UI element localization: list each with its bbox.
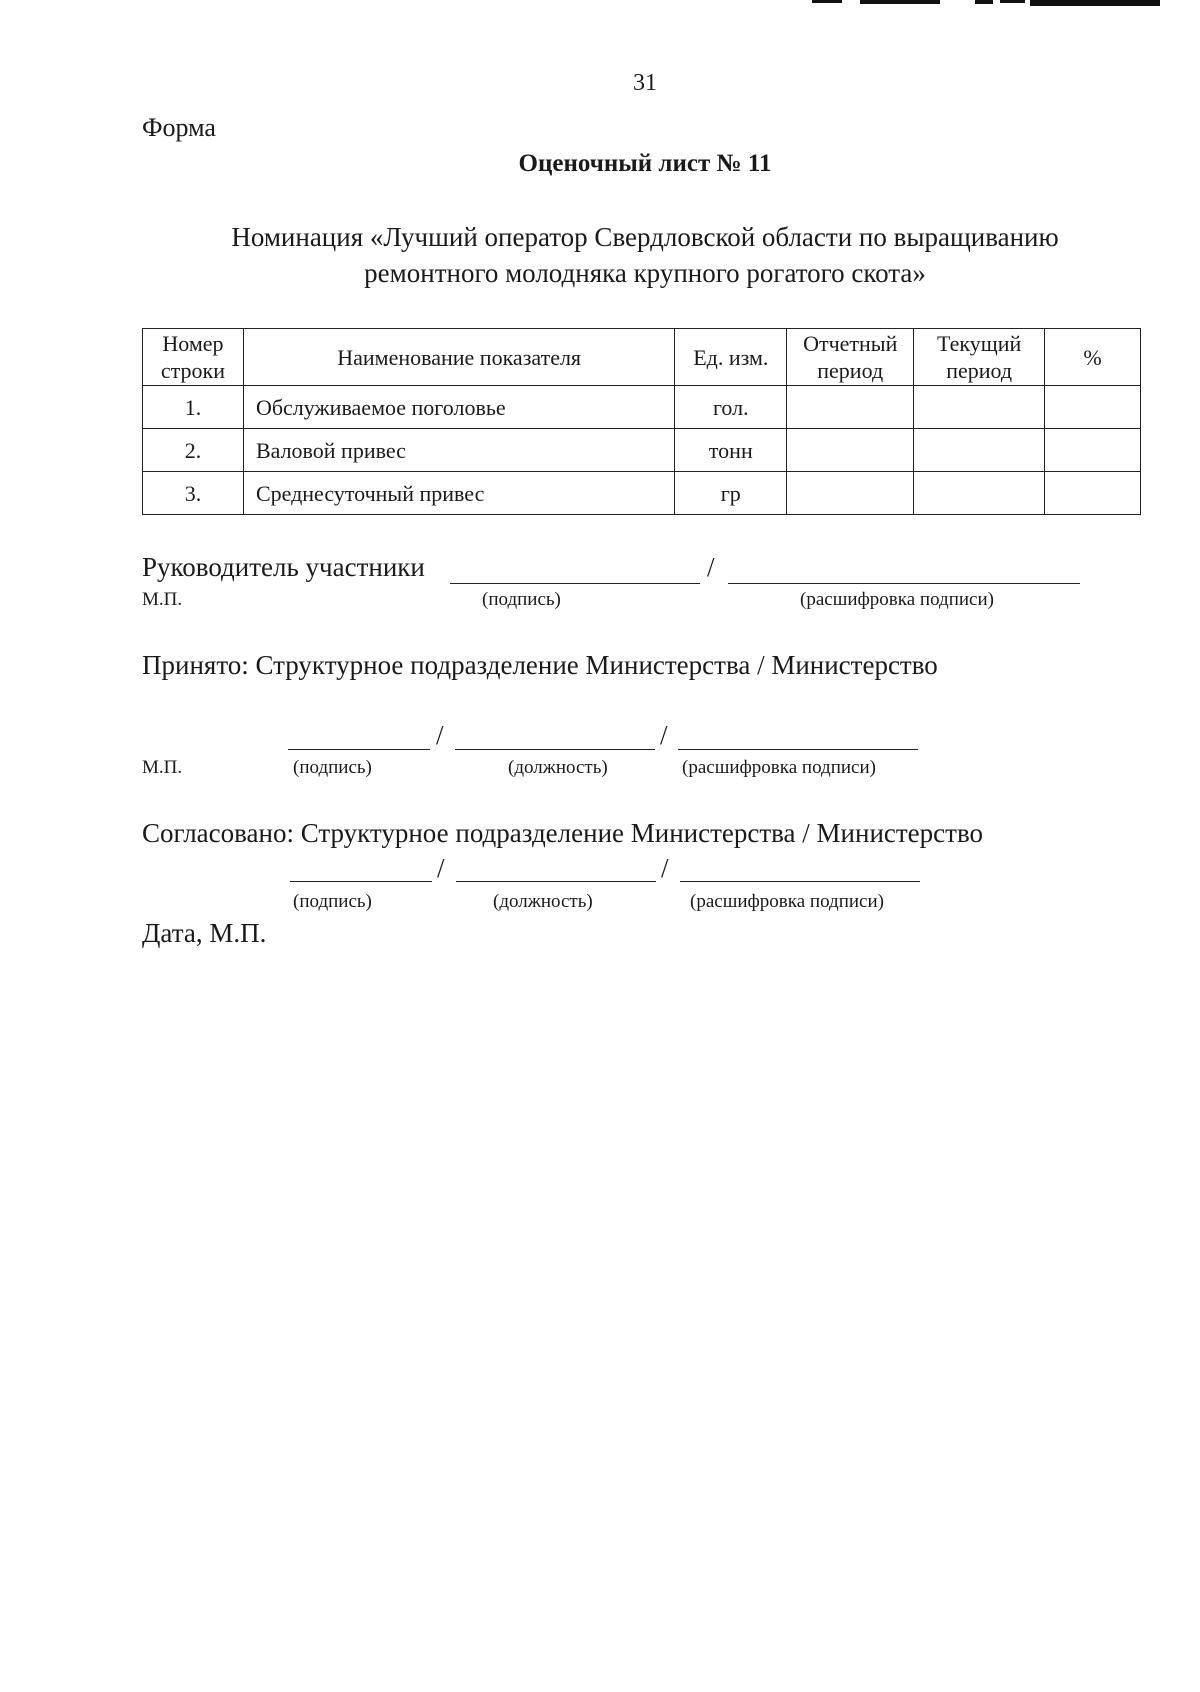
nomination-line-1: Номинация «Лучший оператор Свердловской области по выращиванию [231,222,1059,252]
unit-cell: тонн [675,429,787,472]
table-row [143,429,1141,472]
agreed-signature-caption: (подпись) [293,891,372,912]
accepted-decoding-caption: (расшифровка подписи) [682,757,876,778]
manager-decoding-line[interactable] [728,583,1080,584]
current-period-cell[interactable] [914,472,1045,515]
table-row [143,386,1141,429]
evaluation-table [142,328,1141,515]
accepted-stamp: М.П. [142,757,183,778]
accepted-position-line[interactable] [455,749,655,750]
header-row-number [143,329,244,386]
agreed-position-line[interactable] [456,881,656,882]
reporting-period-cell[interactable] [787,386,914,429]
scan-artifact [1000,0,1025,3]
header-indicator-name: Наименование показателя [243,329,674,386]
header-reporting-period-line2: период [817,358,884,383]
page-number: 31 [633,70,657,96]
manager-signature-caption: (подпись) [482,589,561,610]
header-unit: Ед. изм. [675,329,787,386]
date-stamp-label: Дата, М.П. [142,918,267,948]
manager-decoding-caption: (расшифровка подписи) [800,589,994,610]
indicator-name-cell: Валовой привес [243,429,674,472]
agreed-separator-2: / [661,853,669,883]
accepted-decoding-line[interactable] [678,749,918,750]
form-label: Форма [142,113,216,142]
indicator-name-cell: Обслуживаемое поголовье [243,386,674,429]
reporting-period-cell[interactable] [787,472,914,515]
agreed-position-caption: (должность) [493,891,593,912]
accepted-separator-1: / [436,720,444,750]
current-period-cell[interactable] [914,429,1045,472]
scan-artifact [975,0,993,4]
percent-cell[interactable] [1045,472,1141,515]
row-number-cell: 1. [143,386,244,429]
header-row-number-line2: строки [160,358,226,383]
header-current-period-line1: Текущий [937,331,1022,356]
header-row-number-line1: Номер [162,331,224,356]
header-current-period-line2: период [946,358,1013,383]
row-number-cell: 3. [143,472,244,515]
header-reporting-period [787,329,914,386]
percent-cell[interactable] [1045,386,1141,429]
accepted-separator-2: / [660,720,668,750]
agreed-separator-1: / [437,853,445,883]
table-header-row [143,329,1141,386]
accepted-position-caption: (должность) [508,757,608,778]
document-title: Оценочный лист № 11 [518,150,772,177]
accepted-label: Принято: Структурное подразделение Министерства / Министерство [142,650,938,680]
agreed-label: Согласовано: Структурное подразделение Министерства / Министерство [142,818,984,848]
agreed-decoding-line[interactable] [680,881,920,882]
scan-artifact [812,0,842,3]
reporting-period-cell[interactable] [787,429,914,472]
header-current-period [914,329,1045,386]
agreed-signature-line[interactable] [290,881,432,882]
percent-cell[interactable] [1045,429,1141,472]
agreed-decoding-caption: (расшифровка подписи) [690,891,884,912]
manager-separator: / [707,552,715,582]
indicator-name-cell: Среднесуточный привес [243,472,674,515]
manager-stamp: М.П. [142,589,183,610]
current-period-cell[interactable] [914,386,1045,429]
unit-cell: гр [675,472,787,515]
table-row [143,472,1141,515]
accepted-signature-caption: (подпись) [293,757,372,778]
unit-cell: гол. [675,386,787,429]
scan-artifact [1030,0,1160,6]
manager-signature-line[interactable] [450,583,700,584]
header-reporting-period-line1: Отчетный [803,331,898,356]
nomination-line-2: ремонтного молодняка крупного рогатого скота» [364,258,926,288]
header-percent: % [1045,329,1141,386]
scan-artifact [860,0,940,4]
accepted-signature-line[interactable] [288,749,430,750]
manager-label: Руководитель участники [142,552,425,582]
row-number-cell: 2. [143,429,244,472]
